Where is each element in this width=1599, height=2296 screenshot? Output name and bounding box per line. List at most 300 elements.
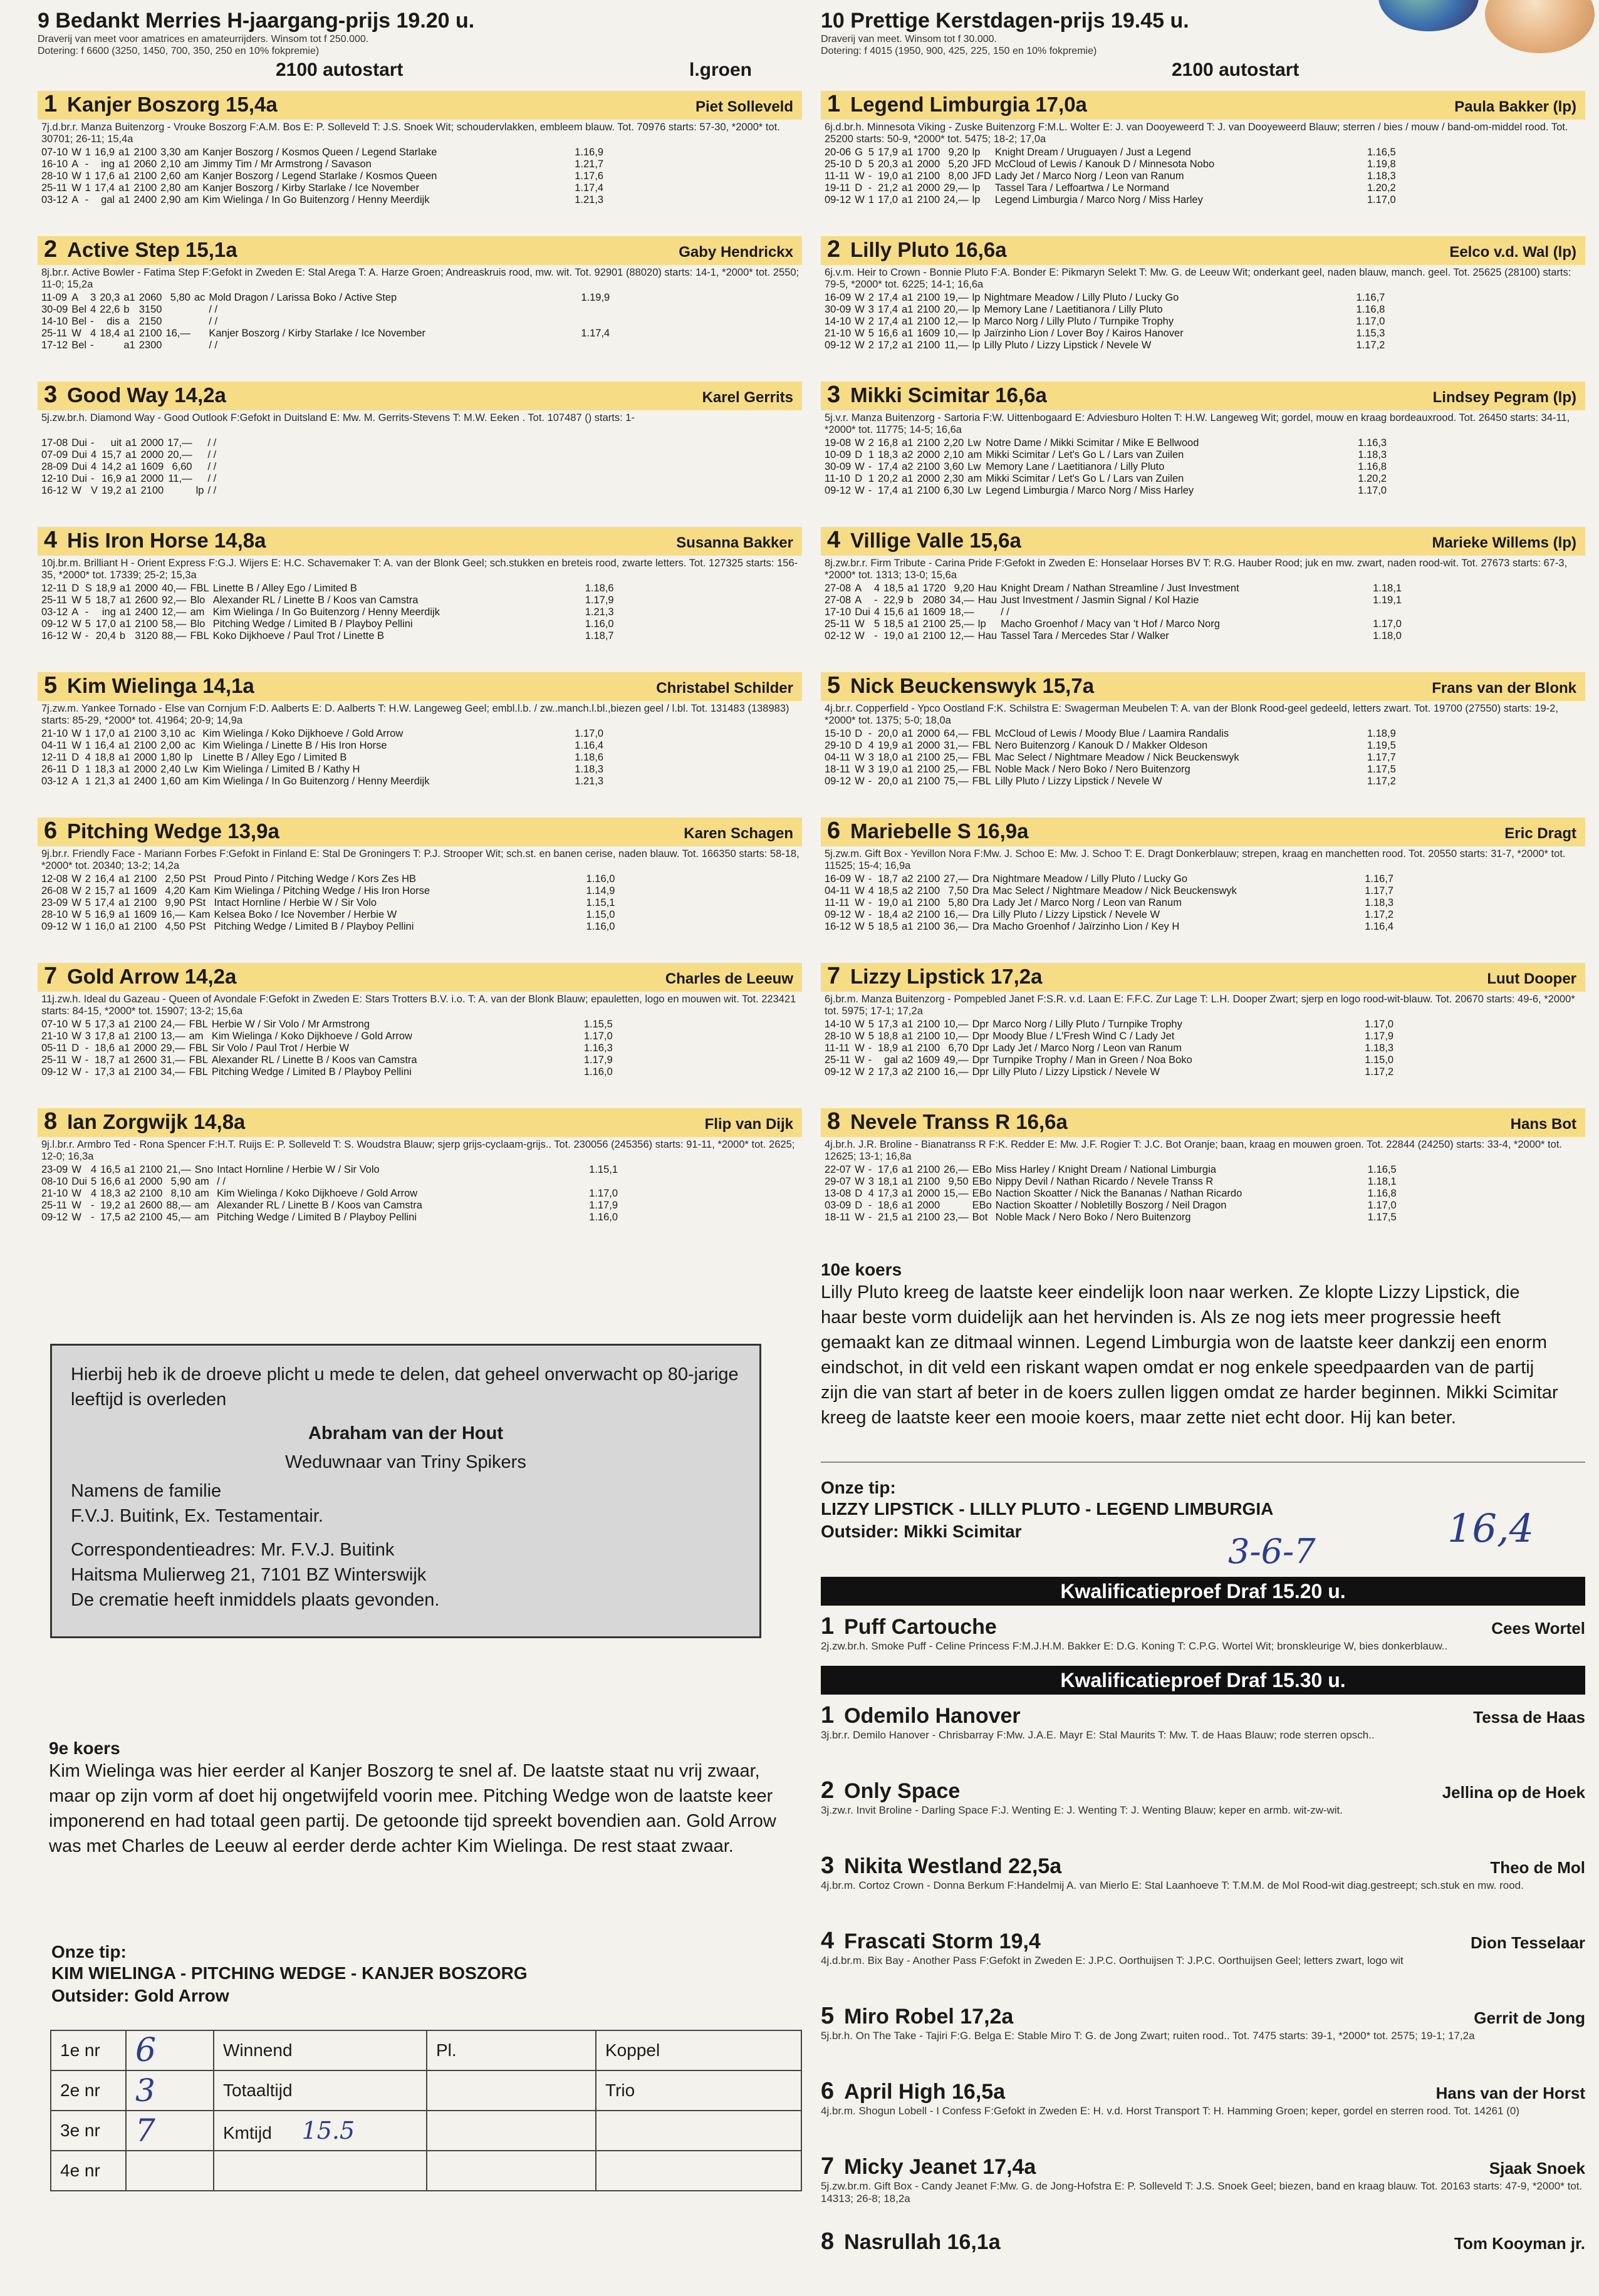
form-cell: 3,60 — [944, 461, 964, 472]
horse-pedigree: 5j.v.r. Manza Buitenzorg - Sartoria F:W. Uittenbogaard E: Adviesburo Holten T: H.W. Langeweg Wit; gordel, mouw en kraag bordeauxrood. Tot. 26450 starts: 34-11, *2000* tot. 11775; 14-5; 16,6a — [825, 412, 1570, 435]
form-row — [825, 606, 1405, 618]
form-row — [41, 1054, 617, 1066]
form-cell: 18,3 — [94, 764, 115, 775]
horse-name: Micky Jeanet 17,4a — [844, 2155, 1036, 2179]
form-cell: 1 — [85, 764, 91, 775]
form-cell: 18,1 — [877, 1176, 898, 1187]
form-cell: - — [868, 1200, 872, 1211]
form-cell: 2,00 — [160, 740, 181, 751]
form-cell: 34,— — [949, 595, 974, 606]
bet-cell[interactable] — [427, 2151, 596, 2191]
form-cell: 17,— — [167, 437, 192, 449]
form-cell: 4 — [90, 1164, 97, 1175]
form-cell: 20,— — [167, 449, 192, 460]
horse-name: Villige Valle 15,6a — [850, 529, 1021, 552]
form-cell — [196, 437, 208, 449]
form-row — [41, 158, 607, 170]
qualification-1-list — [821, 1613, 1585, 1663]
form-row — [825, 304, 1388, 316]
horse-name: Frascati Storm 19,4 — [844, 1930, 1041, 1953]
qualification-entry — [821, 1613, 1585, 1663]
horse-name: Nevele Transs R 16,6a — [850, 1110, 1068, 1133]
form-cell: 1609 — [133, 885, 157, 896]
horse-header — [38, 963, 802, 992]
form-cell: Dpr — [972, 1031, 989, 1042]
obituary-intro: Hierbij heb ik de droeve plicht u mede te delen, dat geheel onverwacht op 80-jarige leeftijd is overleden — [71, 1364, 739, 1410]
form-cell: a1 — [118, 158, 130, 170]
form-cell: 26-08 — [41, 885, 68, 896]
form-cell: 1,60 — [160, 776, 181, 787]
form-cell: Lilly Pluto / Lizzy Lipstick / Nevele W — [992, 1066, 1160, 1078]
form-row — [825, 1019, 1397, 1031]
form-cell: 21,— — [166, 1164, 191, 1175]
form-cell: W — [71, 885, 81, 896]
horse-pedigree: 3j.zw.r. Invit Broline - Darling Space F:J. Wenting E: J. Wenting T: J. Wenting Blauw; keper en armb. wit-zw-wit. — [821, 1804, 1343, 1816]
form-cell: D — [71, 1042, 80, 1054]
form-cell — [568, 461, 583, 473]
form-cell: 20,— — [944, 304, 969, 315]
qualification-name-cell — [821, 1613, 997, 1640]
form-cell: 2100 — [917, 764, 940, 775]
form-cell: Dpr — [972, 1054, 989, 1066]
horse-form-table — [825, 437, 1390, 497]
form-cell: 88,— — [166, 1200, 191, 1211]
form-cell: 18,6 — [877, 1200, 898, 1211]
form-cell: a1 — [118, 752, 130, 763]
form-cell: 25-11 — [41, 328, 67, 339]
form-cell: Naction Skoatter / Nick the Bananas / Nathan Ricardo — [995, 1188, 1242, 1199]
form-row — [825, 449, 1390, 461]
form-cell: 2100 — [917, 1066, 940, 1078]
form-cell — [196, 461, 208, 473]
form-cell: Jimmy Tim / Mr Armstrong / Savason — [202, 158, 372, 170]
qualification-header — [821, 1928, 1585, 1955]
horse-form-table — [41, 1164, 622, 1223]
race-10-horse-list — [821, 86, 1585, 1249]
form-cell: 2,90 — [160, 194, 181, 205]
horse-number: 1 — [827, 91, 841, 117]
form-row — [41, 873, 618, 885]
bet-label: 4e nr — [51, 2151, 126, 2191]
form-cell: 19-08 — [825, 437, 852, 449]
form-cell: 2000 — [139, 1176, 163, 1187]
form-cell: Naction Skoatter / Nobletilly Boszorg / Neil Dragon — [995, 1200, 1227, 1211]
form-cell: S — [85, 583, 92, 594]
horse-name: His Iron Horse 14,8a — [67, 529, 266, 552]
horse-pedigree: 5j.zw.m. Gift Box - Yevillon Nora F:Mw. J. Schoo E: Mw. J. Schoo T: E. Dragt Donkerblauw; strepen, kraag en manchetten rood. Tot. 20550 starts: 31-7, *2000* tot. 11525; 15-4; 16,9a — [825, 848, 1566, 871]
form-row — [41, 921, 618, 933]
horse-name-cell — [44, 91, 278, 118]
form-cell: a1 — [907, 606, 919, 618]
form-cell: W — [855, 304, 865, 315]
form-cell: Lw — [967, 485, 981, 496]
form-cell: - — [868, 897, 872, 908]
form-cell: 1.17,0 — [1367, 194, 1396, 205]
obituary-address-1: Correspondentieadres: Mr. F.V.J. Buitink — [71, 1540, 395, 1560]
form-cell: 1.19,5 — [1367, 740, 1396, 751]
form-cell: 20-06 — [825, 147, 852, 158]
form-cell: D — [71, 764, 80, 775]
form-cell: uit — [110, 437, 122, 449]
tip-9-picks: KIM WIELINGA - PITCHING WEDGE - KANJER BOSZORG — [51, 1963, 528, 1983]
form-cell: 2400 — [133, 194, 157, 205]
form-cell: 20,2 — [877, 473, 898, 484]
form-cell: lp — [972, 194, 981, 205]
bet-cell[interactable] — [596, 2151, 801, 2191]
form-row — [41, 618, 618, 630]
form-row — [41, 752, 607, 764]
form-cell: Kim Wielinga / Koko Dijkhoeve / Gold Arrow — [211, 1031, 412, 1042]
bet-cell[interactable] — [427, 2111, 596, 2151]
form-row — [825, 340, 1388, 351]
form-cell: a1 — [118, 194, 130, 205]
horse-name: Odemilo Hanover — [844, 1704, 1021, 1728]
tip-10-outsider: Outsider: Mikki Scimitar — [821, 1522, 1022, 1541]
form-cell: Lw — [967, 437, 981, 449]
horse-pedigree: 6j.v.m. Heir to Crown - Bonnie Pluto F:A. Bonder E: Pikmaryn Selekt T: Mw. G. de Leeuw Wit; onderkant geel, naden blauw, manch. geel. Tot. 25625 (28100) starts: 79-5, *2000* tot. 6225; 14-1; 16,6a — [825, 267, 1571, 290]
form-row — [41, 1188, 622, 1200]
form-cell: W — [71, 182, 81, 194]
form-cell: ing — [102, 606, 116, 618]
horse-header — [821, 963, 1585, 992]
horse-pedigree: 2j.zw.br.h. Smoke Puff - Celine Princess F:M.J.H.M. Bakker E: D.G. Koning T: C.P.G. Wortel Wit; bronskleurige W, bies donkerblauw.. — [821, 1640, 1448, 1652]
form-row — [825, 909, 1397, 921]
form-cell: 24,— — [944, 194, 969, 205]
form-cell: W — [71, 897, 81, 908]
bet-cell[interactable] — [126, 2151, 214, 2191]
horse-name-cell — [827, 672, 1094, 699]
horse-driver: Karel Gerrits — [702, 389, 793, 406]
form-cell: JFD — [972, 158, 991, 170]
form-cell: Hau — [977, 595, 997, 606]
form-cell: Lady Jet / Marco Norg / Leon van Ranum — [992, 897, 1182, 908]
form-cell: 5 — [85, 897, 91, 908]
horse-header — [821, 236, 1585, 265]
form-cell: Nightmare Meadow / Lilly Pluto / Lucky Go — [992, 873, 1188, 885]
form-cell: Linette B / Alley Ego / Limited B — [212, 583, 357, 594]
form-cell: a1 — [118, 1066, 130, 1078]
form-cell: - — [90, 1200, 95, 1211]
bet-cell[interactable] — [596, 2111, 801, 2151]
form-cell: a1 — [902, 897, 914, 908]
form-cell: 1.17,5 — [1367, 1212, 1397, 1223]
form-cell: 1.17,0 — [589, 1188, 618, 1199]
form-cell: 09-12 — [41, 618, 68, 630]
form-cell: 18,9 — [877, 1042, 898, 1054]
form-cell: 1.18,1 — [1373, 583, 1402, 594]
form-cell: am — [184, 147, 199, 158]
form-row — [41, 595, 618, 606]
form-cell: W — [855, 873, 865, 885]
form-cell: / / — [209, 340, 218, 351]
form-row — [41, 292, 613, 304]
form-cell: Mikki Scimitar / Let's Go L / Lars van Zuilen — [986, 449, 1184, 460]
form-cell: Tassel Tara / Leffoartwa / Le Normand — [994, 182, 1170, 194]
bet-label: Pl. — [427, 2030, 596, 2070]
horse-header — [38, 672, 802, 701]
form-cell — [944, 1200, 972, 1212]
form-row — [41, 897, 618, 909]
horse-pedigree: 6j.d.br.h. Minnesota Viking - Zuske Buitenzorg F:M.L. Wolter E: J. van Dooyeweerd T: J. van Dooyeweerd Blauw; sterren / bies / mouw / band-om-middel rood. Tot. 25200 starts: 50-9, *2000* tot. 5475; 18-2; 17,0a — [825, 122, 1568, 145]
form-cell: 2100 — [138, 328, 162, 339]
form-cell: 6,60 — [172, 461, 192, 472]
form-cell: 09-12 — [825, 340, 852, 351]
form-row — [41, 885, 618, 897]
form-cell: 2100 — [917, 1042, 940, 1054]
form-cell: - — [85, 1054, 89, 1066]
form-cell: 15,7 — [94, 885, 115, 896]
form-cell: a2 — [902, 885, 914, 896]
form-cell: 08-10 — [41, 1176, 68, 1187]
form-cell: Blo — [190, 618, 206, 630]
form-cell: 1.15,1 — [589, 1164, 618, 1175]
form-cell — [578, 1176, 622, 1188]
bet-cell[interactable] — [214, 2151, 427, 2191]
form-cell: a1 — [124, 1200, 136, 1211]
horse-form-table — [41, 1019, 617, 1078]
horse-pedigree: 4j.br.m. Cortoz Crown - Donna Berkum F:Handelmij A. van Mierlo E: Stal Laanhoeve T: T.M.M. de Mol Rood-wit diag.gestreept; sch.stuk en mw. rood. — [821, 1879, 1524, 1891]
form-cell: 1 — [85, 170, 91, 182]
form-cell: - — [868, 1042, 872, 1054]
race-10-distance-row — [1172, 60, 1535, 81]
race-9-conditions: Draverij van meet voor amatrices en amateurrijders. Winsom tot f 250.000. — [38, 34, 369, 44]
bet-handwritten-1[interactable]: 6 — [126, 2030, 214, 2070]
form-cell: a1 — [902, 328, 914, 339]
bet-cell[interactable] — [427, 2070, 596, 2111]
form-cell: 2000 — [140, 437, 164, 449]
form-cell: Dra — [972, 909, 989, 920]
horse-driver: Charles de Leeuw — [665, 970, 793, 987]
form-cell: 16-12 — [41, 485, 68, 496]
form-cell: 1.14,9 — [586, 885, 615, 896]
form-cell: am — [189, 1031, 204, 1042]
form-cell: Kim Wielinga / Pitching Wedge / His Iron Horse — [214, 885, 430, 896]
form-cell: - — [85, 194, 89, 205]
horse-name: Puff Cartouche — [844, 1615, 997, 1639]
form-cell: - — [868, 461, 872, 472]
form-row — [825, 885, 1397, 897]
horse-pedigree: 4j.d.br.m. Bix Bay - Another Pass F:Gefokt in Zweden E: J.P.C. Oorthuijsen T: J.P.C. Oorthuijsen Geel; letters zwart, logo wit — [821, 1955, 1404, 1966]
form-cell: 21-10 — [825, 328, 852, 339]
form-cell: Kelsea Boko / Ice November / Herbie W — [214, 909, 397, 920]
form-cell: - — [90, 1212, 95, 1223]
form-cell: 1.17,6 — [575, 170, 604, 182]
form-cell: D — [855, 473, 863, 484]
form-cell: Bot — [972, 1212, 988, 1223]
form-cell: a1 — [902, 158, 914, 170]
form-cell: gal — [101, 194, 115, 205]
form-cell: 2100 — [133, 921, 157, 932]
form-cell: a1 — [902, 1019, 914, 1030]
form-cell: 09-12 — [825, 1066, 852, 1078]
form-cell: W — [855, 340, 865, 351]
form-cell: 1.18,0 — [1373, 630, 1402, 642]
form-cell: W — [855, 170, 865, 182]
form-row — [825, 158, 1400, 170]
form-cell: 2000 — [917, 182, 940, 194]
form-cell: 2 — [868, 1066, 874, 1078]
bet-label: Kmtijd — [223, 2123, 272, 2143]
bet-handwritten-3[interactable]: 7 — [126, 2111, 214, 2151]
form-cell: W — [855, 776, 865, 787]
form-cell: 1.17,0 — [575, 728, 604, 739]
form-cell: 1.17,9 — [589, 1200, 618, 1211]
form-cell: FBL — [972, 764, 991, 775]
horse-name: Pitching Wedge 13,9a — [67, 819, 279, 843]
form-cell: 4,20 — [165, 885, 185, 896]
form-cell: 2100 — [917, 304, 940, 315]
koers-9-text: Kim Wielinga was hier eerder al Kanjer Boszorg te snel af. De laatste staat nu vrij zwaar, maar op zijn vorm af doet hij ongetwijfeld voorin mee. Pitching Wedge won de laatste keer imponerend en had totaal geen partij. De getoonde tijd spreekt bovendien aan. Gold Arrow was met Charles de Leeuw al eerder derde achter Kim Wielinga. De rest staat zwaar. — [49, 1761, 776, 1856]
form-cell: 1.16,4 — [1365, 921, 1394, 932]
qualification-entry — [821, 1702, 1585, 1770]
form-cell: W — [855, 921, 865, 932]
horse-header — [38, 527, 802, 556]
qualification-header — [821, 1702, 1585, 1729]
form-cell: 5,20 — [948, 158, 969, 170]
form-cell: a1 — [902, 764, 914, 775]
form-cell: - — [873, 595, 878, 606]
form-cell: 18,8 — [94, 752, 115, 763]
tip-9-outsider: Outsider: Gold Arrow — [51, 1986, 229, 2005]
form-cell: am — [190, 606, 205, 618]
form-cell: a1 — [902, 182, 914, 194]
horse-name: Ian Zorgwijk 14,8a — [67, 1110, 246, 1133]
form-cell — [194, 340, 209, 351]
horse-entry — [38, 377, 802, 522]
form-cell — [1362, 606, 1405, 618]
horse-number: 8 — [44, 1108, 58, 1135]
horse-pedigree: 8j.zw.br.r. Firm Tribute - Carina Pride F:Gefokt in Zweden E: Honselaar Horses BV T: R.G. Hauber Rood; juk en mw. zwart, naden rood-wit. Tot. 27673 starts: 67-3, *2000* tot. 1313; 13-0; 15,6a — [825, 558, 1568, 581]
tip-10-handwritten-numbers: 3-6-7 — [1228, 1532, 1316, 1571]
form-cell: 2,10 — [160, 158, 181, 170]
qualification-entry — [821, 2153, 1585, 2221]
form-cell: 2 — [868, 316, 874, 327]
form-cell: 2100 — [917, 873, 940, 885]
form-row — [41, 1200, 622, 1212]
horse-driver: Christabel Schilder — [656, 680, 793, 697]
form-cell: 23,— — [944, 1212, 969, 1223]
form-cell: D — [855, 728, 863, 739]
qualification-entry — [821, 1777, 1585, 1845]
form-cell: Just Investment / Jasmin Signal / Kol Hazie — [1001, 595, 1199, 606]
form-cell: 1.17,5 — [1367, 764, 1396, 775]
form-cell: W — [855, 618, 865, 630]
form-cell: ac — [184, 740, 195, 751]
form-cell: Miss Harley / Knight Dream / National Limburgia — [995, 1164, 1216, 1175]
form-cell — [165, 304, 194, 316]
form-cell: a1 — [118, 1054, 130, 1066]
form-cell: 1.16,8 — [1356, 304, 1385, 315]
race-9-color: l.groen — [689, 60, 752, 80]
horse-number: 1 — [821, 1613, 835, 1639]
form-cell: 2,50 — [165, 873, 185, 885]
form-cell: a1 — [118, 1042, 130, 1054]
form-cell — [194, 304, 209, 316]
form-cell: W — [855, 1019, 865, 1030]
horse-name-cell — [44, 1108, 245, 1135]
form-cell: 1 — [85, 147, 91, 158]
form-cell: 11,— — [944, 340, 969, 351]
horse-driver: Gerrit de Jong — [1474, 2008, 1585, 2027]
form-cell: 1.21,7 — [575, 158, 604, 170]
form-cell: b — [907, 595, 914, 606]
qualification-header — [821, 2153, 1585, 2180]
bet-handwritten-2[interactable]: 3 — [126, 2070, 214, 2111]
form-cell: 05-11 — [41, 1042, 67, 1054]
horse-entry — [821, 958, 1585, 1103]
qualification-header — [821, 2228, 1585, 2255]
form-row — [41, 1066, 617, 1078]
form-cell: 2400 — [135, 606, 158, 618]
form-cell: 25,— — [944, 764, 969, 775]
form-row — [825, 328, 1388, 340]
horse-form-table — [825, 873, 1397, 933]
form-cell: W — [855, 752, 865, 763]
horse-form-table — [825, 147, 1400, 206]
form-cell — [978, 606, 1001, 618]
form-cell: 4 — [90, 328, 96, 339]
form-cell: 27-08 — [825, 583, 852, 594]
form-cell: am — [194, 1212, 209, 1223]
bet-label: Koppel — [596, 2030, 801, 2070]
form-cell: a1 — [902, 921, 914, 932]
form-cell: 1.17,9 — [1365, 1031, 1394, 1042]
form-cell: W — [71, 1019, 81, 1030]
form-cell: 1.16,4 — [575, 740, 604, 751]
form-cell: 5 — [868, 1019, 874, 1030]
form-cell: Intact Hornline / Herbie W / Sir Volo — [214, 897, 377, 908]
form-row — [41, 485, 583, 497]
form-cell: D — [855, 449, 863, 460]
form-cell: Kam — [189, 885, 211, 896]
form-cell: FBL — [189, 1019, 208, 1030]
form-cell: FBL — [972, 752, 991, 763]
form-cell: Kim Wielinga / Koko Dijkhoeve / Gold Arrow — [202, 728, 404, 739]
form-cell: 3,10 — [160, 728, 181, 739]
right-column — [821, 0, 1585, 2296]
form-cell: PSt — [189, 921, 206, 932]
form-cell: PSt — [189, 873, 206, 885]
horse-pedigree: 11j.zw.h. Ideal du Gazeau - Queen of Avondale F:Gefokt in Zweden E: Stars Trotters B.V. i.o. T: A. van der Blonk Blauw; epauletten, logo en mouwen wit. Tot. 223421 starts: 84-15, *2000* tot. 15907; 13-2; 15,6a — [41, 994, 796, 1017]
form-cell: 22,9 — [883, 595, 904, 606]
race-10-title: 10 Prettige Kerstdagen-prijs 19.45 u. — [821, 9, 1189, 33]
form-cell: a1 — [907, 618, 919, 630]
form-cell — [100, 340, 123, 351]
form-cell: 22,6 — [100, 304, 120, 315]
horse-pedigree: 9j.l.br.r. Armbro Ted - Rona Spencer F:H.T. Ruijs E: P. Solleveld T: S. Woudstra Blauw; sjerp grijs-cyclaam-grijs.. Tot. 230056 (245356) starts: 91-11, *2000* tot. 2625; 12-0; 16,3a — [41, 1139, 795, 1162]
horse-number: 7 — [827, 963, 841, 989]
form-cell: A — [71, 776, 79, 787]
form-cell: 11-11 — [825, 897, 850, 908]
form-cell: 1.16,5 — [1367, 1164, 1397, 1175]
form-cell: Pitching Wedge / Limited B / Playboy Pellini — [214, 921, 414, 932]
form-cell: Lady Jet / Marco Norg / Leon van Ranum — [992, 1042, 1182, 1054]
horse-driver: Hans Bot — [1510, 1116, 1576, 1133]
qualification-header — [821, 1777, 1585, 1804]
form-cell: Legend Limburgia / Marco Norg / Miss Harley — [986, 485, 1194, 496]
horse-form-table — [825, 1019, 1397, 1078]
bet-label: Trio — [596, 2070, 801, 2111]
form-cell: 1.21,3 — [575, 776, 604, 787]
form-cell: 10,— — [944, 328, 969, 339]
form-cell: lp — [195, 485, 204, 496]
bet-label: 3e nr — [51, 2111, 126, 2151]
form-cell: 19,2 — [101, 485, 122, 496]
form-cell: a1 — [118, 728, 130, 739]
form-cell: 1.16,3 — [1358, 437, 1387, 449]
bet-handwritten-time[interactable]: 15.5 — [301, 2117, 355, 2144]
form-cell: 4 — [90, 1188, 97, 1199]
